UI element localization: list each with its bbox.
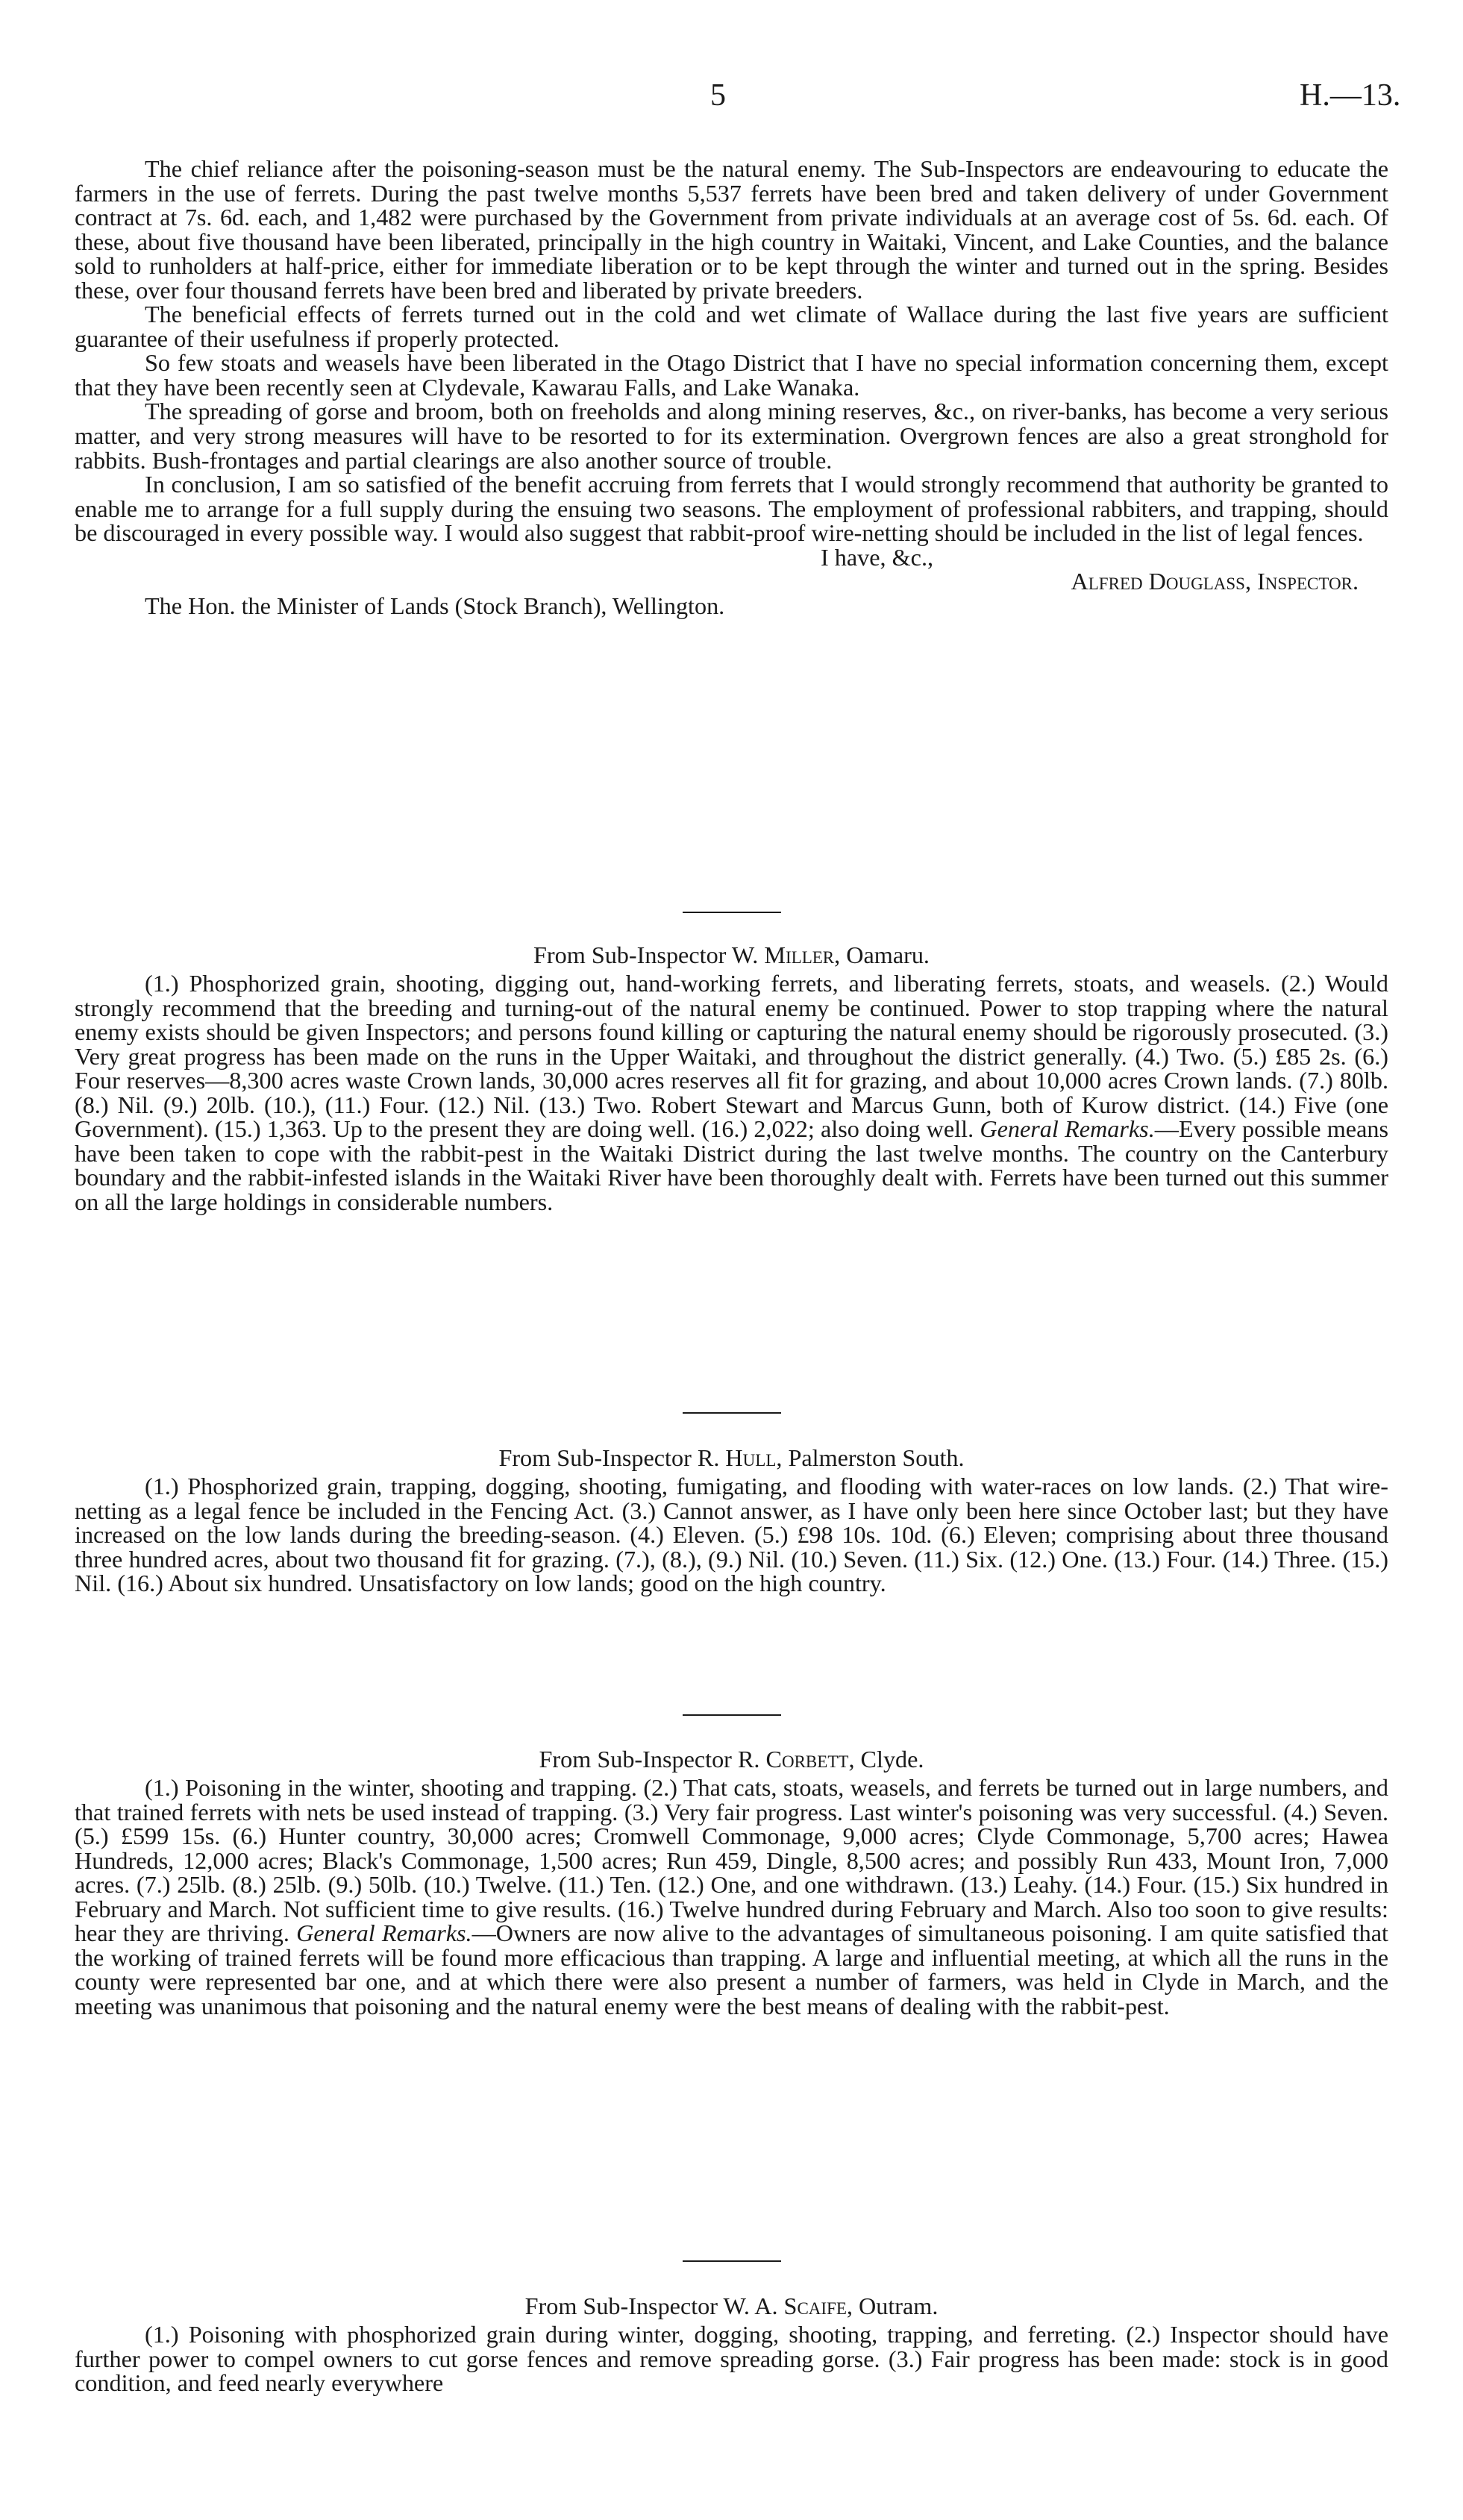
hull-report [75, 1474, 1388, 1596]
paragraph: The spreading of gorse and broom, both on freeholds and along mining reserves, &c., on river-banks, has become a very serious matter, and very strong measures will have to be resorted to for its extermination. Overgrown fences are also a great stronghold for rabbits. Bush-frontages and partial clearings are also another source of trouble. [75, 398, 1388, 474]
douglass-report [75, 157, 1388, 618]
closing-salutation: I have, &c., [821, 543, 934, 571]
general-remarks-label: General Remarks. [980, 1115, 1155, 1143]
signature [75, 569, 1388, 594]
inspector-name: Hull [725, 1444, 777, 1471]
paragraph: (1.) Phosphorized grain, trapping, dogging, shooting, fumigating, and flooding with water-races on low lands. (2.) That wire-netting as a legal fence be included in the Fencing Act. (3.) Cannot answer, as I have only been here since October last; but they have increased on the low lands during the breeding-season. (4.) Eleven. (5.) £98 10s. 10d. (6.) Eleven; comprising about three thousand three hundred acres, about two thousand fit for grazing. (7.), (8.), (9.) Nil. (10.) Seven. (11.) Six. (12.) One. (13.) Four. (14.) Three. (15.) Nil. (16.) About six hundred. Unsatisfactory on low lands; good on the high country. [75, 1473, 1388, 1597]
section-divider [683, 2260, 781, 2262]
inspector-name: Corbett [765, 1746, 849, 1773]
paragraph: The beneficial effects of ferrets turned out in the cold and wet climate of Wallace during the last five years are sufficient guarantee of their usefulness if properly protected. [75, 301, 1388, 352]
document-reference: H.—13. [1300, 78, 1401, 113]
section-heading-corbett: From Sub-Inspector R. Corbett, Clyde. [539, 1746, 924, 1773]
section-divider [683, 1714, 781, 1716]
paragraph: (1.) Phosphorized grain, shooting, digging out, hand-working ferrets, and liberating ferrets, stoats, and weasels. (2.) Would strongly recommend that the breeding and turning-out of the natural enemy be continued. Power to stop trapping where the natural enemy exists should be given Inspectors; and persons found killing or capturing the natural enemy should be rigorously prosecuted. (3.) Very great progress has been made on the runs in the Upper Waitaki, and throughout the district generally. (4.) Two. (5.) £85 2s. (6.) Four reserves—8,300 acres waste Crown lands, 30,000 acres reserves all fit for grazing, and about 10,000 acres Crown lands. (7.) 80lb. (8.) Nil. (9.) 20lb. (10.), (11.) Four. (12.) Nil. (13.) Two. Robert Stewart and Marcus Gunn, both of Kurow district. (14.) Five (one Government). (15.) 1,363. Up to the present they are doing well. (16.) 2,022; also doing well. General Remarks.—Every possible means have been taken to cope with the rabbit-pest in the Waitaki District during the last twelve months. The country on the Canterbury boundary and the rabbit-infested islands in the Waitaki River have been thoroughly dealt with. Ferrets have been turned out this summer on all the large holdings in considerable numbers. [75, 970, 1388, 1215]
paragraph: (1.) Poisoning in the winter, shooting and trapping. (2.) That cats, stoats, weasels, and ferrets be turned out in large numbers, and that trained ferrets with nets be used instead of trapping. (3.) Very fair progress. Last winter's poisoning was very successful. (4.) Seven. (5.) £599 15s. (6.) Hunter country, 30,000 acres; Cromwell Commonage, 9,000 acres; Clyde Commonage, 5,700 acres; Hawea Hundreds, 12,000 acres; Black's Commonage, 1,500 acres; Run 459, Dingle, 8,500 acres; and possibly Run 433, Mount Iron, 7,000 acres. (7.) 25lb. (8.) 25lb. (9.) 50lb. (10.) Twelve. (11.) Ten. (12.) One, and one withdrawn. (13.) Leahy. (14.) Four. (15.) Six hundred in February and March. Not sufficient time to give results. (16.) Twelve hundred during February and March. Also too soon to give results: hear they are thriving. General Remarks.—Owners are now alive to the advantages of simultaneous poisoning. I am quite satisfied that the working of trained ferrets will be found more efficacious than trapping. A large and influential meeting, at which all the runs in the county were represented bar one, and at which there were also present a number of farmers, was held in Clyde in March, and the meeting was unanimous that poisoning and the natural enemy were the best means of dealing with the rabbit-pest. [75, 1774, 1388, 2019]
signature-first-name: Alfred [1071, 568, 1143, 595]
paragraph: The chief reliance after the poisoning-season must be the natural enemy. The Sub-Inspectors are endeavouring to educate the farmers in the use of ferrets. During the past twelve months 5,537 ferrets have been bred and taken delivery of under Government contract at 7s. 6d. each, and 1,482 were purchased by the Government from private individuals at an average cost of 5s. 6d. each. Of these, about five thousand have been liberated, principally in the high country in Waitaki, Vincent, and Lake Counties, and the balance sold to runholders at half-price, either for immediate liberation or to be kept through the winter and turned out in the spring. Besides these, over four thousand ferrets have been bred and liberated by private breeders. [75, 155, 1388, 304]
paragraph: In conclusion, I am so satisfied of the benefit accruing from ferrets that I would strongly recommend that authority be granted to enable me to arrange for a full supply during the ensuing two seasons. The employment of professional rabbiters, and trapping, should be discouraged in every possible way. I would also suggest that rabbit-proof wire-netting should be included in the list of legal fences. [75, 471, 1388, 547]
section-divider [683, 1412, 781, 1414]
inspector-name: Miller [764, 941, 835, 968]
signature-rest: Douglass, Inspector. [1148, 568, 1359, 595]
corbett-report [75, 1775, 1388, 2018]
section-heading-hull: From Sub-Inspector R. Hull, Palmerston South. [498, 1444, 965, 1471]
page-number: 5 [710, 78, 726, 113]
paragraph: So few stoats and weasels have been liberated in the Otago District that I have no special information concerning them, except that they have been recently seen at Clydevale, Kawarau Falls, and Lake Wanaka. [75, 349, 1388, 401]
scaife-report [75, 2322, 1388, 2395]
miller-report [75, 971, 1388, 1214]
paragraph: (1.) Poisoning with phosphorized grain during winter, dogging, shooting, trapping, and ferreting. (2.) Inspector should have further power to compel owners to cut gorse fences and remove spreading gorse. (3.) Fair progress has been made: stock is in good condition, and feed nearly everywhere [75, 2321, 1388, 2397]
inspector-name: Scaife [783, 2292, 847, 2319]
section-heading-miller: From Sub-Inspector W. Miller, Oamaru. [533, 941, 930, 968]
section-heading-scaife: From Sub-Inspector W. A. Scaife, Outram. [524, 2292, 939, 2319]
addressee: The Hon. the Minister of Lands (Stock Branch), Wellington. [145, 592, 725, 619]
general-remarks-label: General Remarks. [296, 1919, 472, 1947]
section-divider [683, 912, 781, 913]
